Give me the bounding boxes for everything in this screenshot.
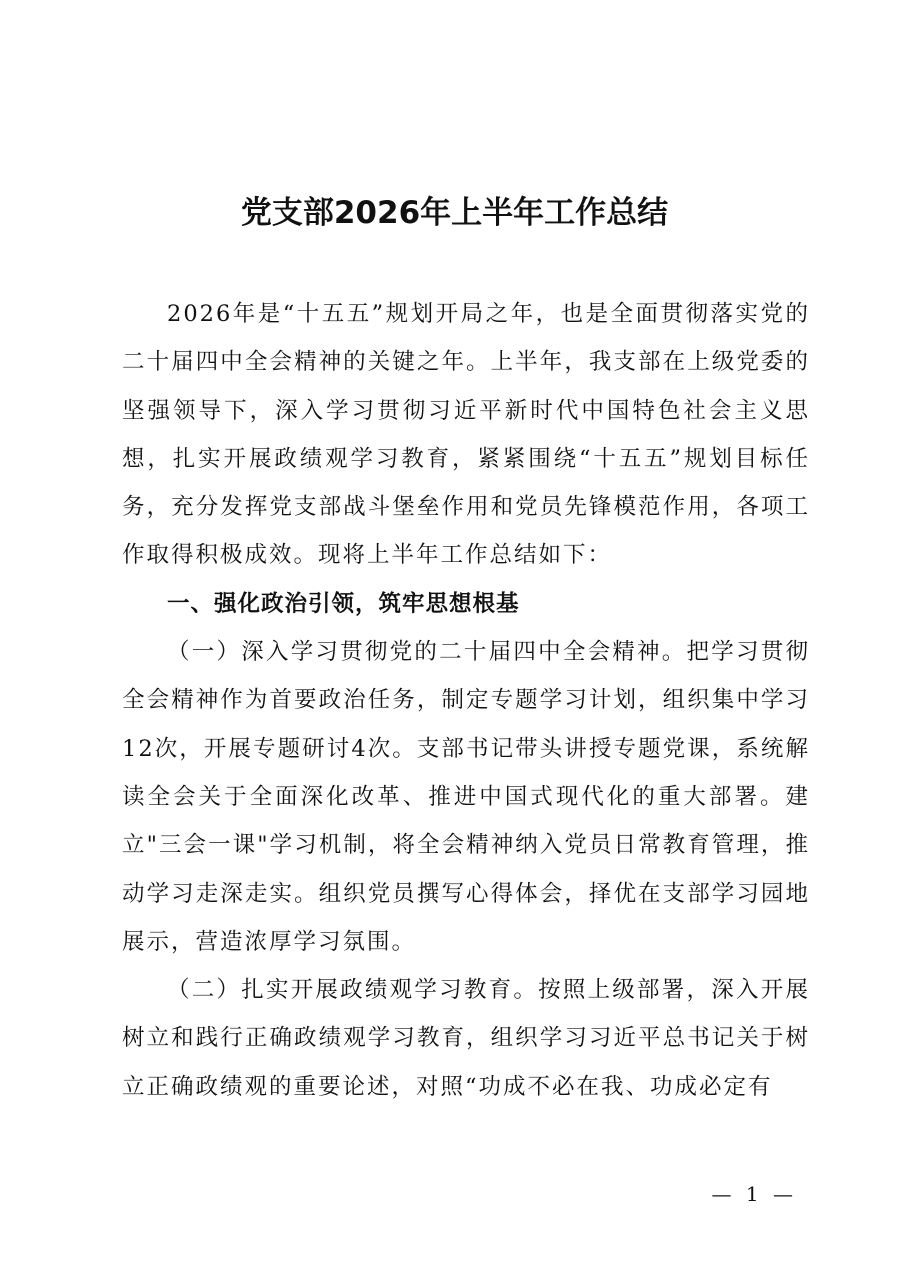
section1-paragraph-1: （一）深入学习贯彻党的二十届四中全会精神。把学习贯彻全会精神作为首要政治任务，制定专题学习计划，组织集中学习12次，开展专题研讨4次。支部书记带头讲授专题党课，系统解读全会关于全面深化改革、推进中国式现代化的重大部署。建立"三会一课"学习机制，将全会精神纳入党员日常教育管理，推动学习走深走实。组织党员撰写心得体会，择优在支部学习园地展示，营造浓厚学习氛围。 bbox=[122, 639, 810, 955]
section1-paragraph-2: （二）扎实开展政绩观学习教育。按照上级部署，深入开展树立和践行正确政绩观学习教育，组织学习习近平总书记关于树立正确政绩观的重要论述，对照“功成不必在我、功成必定有 bbox=[122, 977, 810, 1100]
intro-paragraph: 2026年是“十五五”规划开局之年，也是全面贯彻落实党的二十届四中全会精神的关键之年。上半年，我支部在上级党委的坚强领导下，深入学习贯彻习近平新时代中国特色社会主义思想，扎实开展政绩观学习教育，紧紧围绕“十五五”规划目标任务，充分发挥党支部战斗堡垒作用和党员先锋模范作用，各项工作取得积极成效。现将上半年工作总结如下： bbox=[122, 301, 810, 569]
page-number: — 1 — bbox=[711, 1182, 797, 1206]
document-title: 党支部2026年上半年工作总结 bbox=[240, 195, 669, 231]
section-heading-1: 一、强化政治引领，筑牢思想根基 bbox=[167, 590, 520, 617]
document-body bbox=[122, 290, 810, 1111]
